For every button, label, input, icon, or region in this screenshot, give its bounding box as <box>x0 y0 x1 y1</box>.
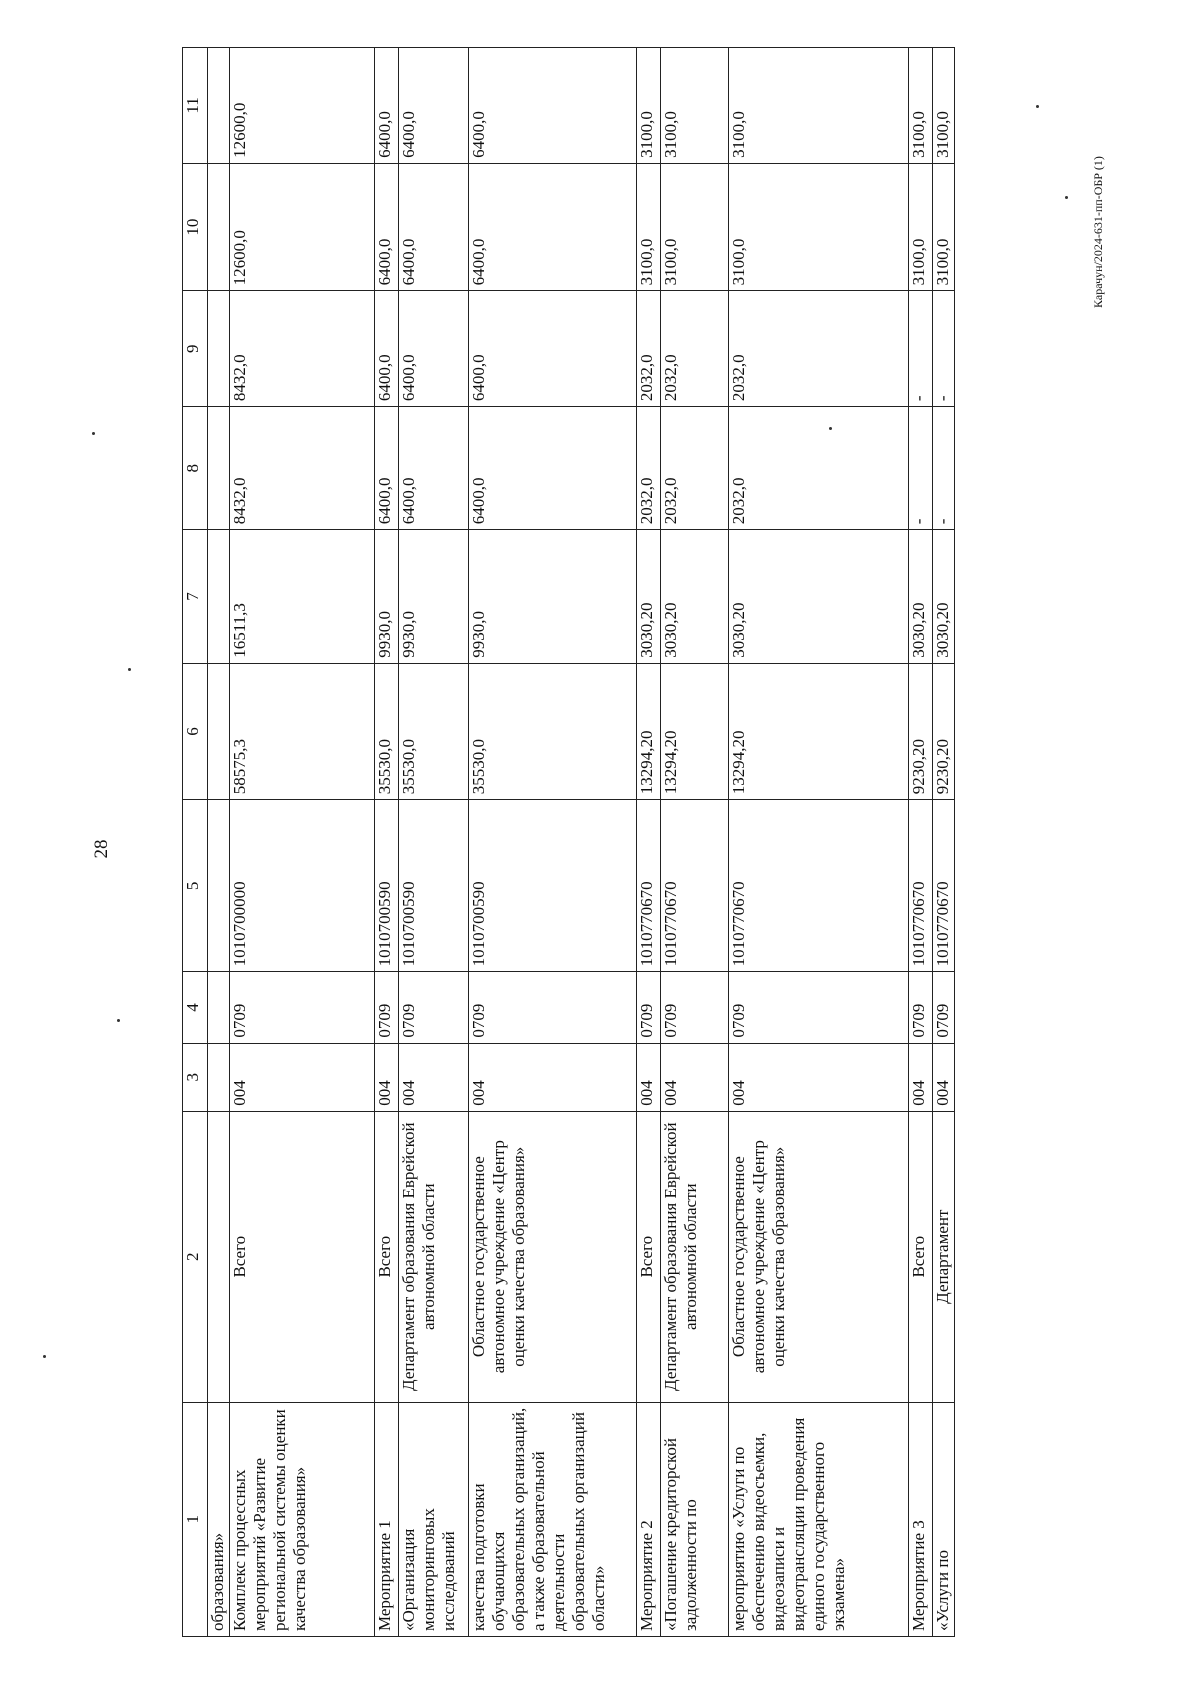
table-cell: 6400,0 <box>469 163 637 291</box>
table-row <box>661 48 729 1637</box>
scan-speck <box>128 668 131 671</box>
column-header: 10 <box>183 163 208 291</box>
table-cell <box>208 1043 230 1111</box>
table-row <box>469 48 637 1637</box>
table-cell: 1010770670 <box>909 800 933 972</box>
table-cell: 1010770670 <box>933 800 955 972</box>
table-cell: 12600,0 <box>230 163 375 291</box>
table-cell: 0709 <box>909 972 933 1043</box>
table-cell: 8432,0 <box>230 291 375 407</box>
table-cell: - <box>909 407 933 530</box>
scan-speck <box>1036 105 1039 108</box>
column-header: 3 <box>183 1043 208 1111</box>
table-cell: 1010700590 <box>469 800 637 972</box>
table-cell: Комплекс процессных мероприятий «Развитие региональной системы оценки качества образования» <box>230 1402 375 1636</box>
table-cell: Всего <box>637 1111 661 1402</box>
table-row <box>909 48 933 1637</box>
table-cell: 3030,20 <box>909 530 933 664</box>
table-cell: Всего <box>909 1111 933 1402</box>
table-cell: Мероприятие 3 <box>909 1402 933 1636</box>
table-cell: 13294,20 <box>729 663 909 799</box>
table-cell: мероприятию «Услуги по обеспечению видеосъемки, видеозаписи и видеотрансляции проведения единого государственного экзамена» <box>729 1402 909 1636</box>
table-cell: «Погашение кредиторской задолженности по <box>661 1402 729 1636</box>
column-header: 4 <box>183 972 208 1043</box>
table-cell: 3030,20 <box>661 530 729 664</box>
table-cell: 2032,0 <box>729 291 909 407</box>
table-cell: 0709 <box>469 972 637 1043</box>
table-row <box>375 48 399 1637</box>
table-cell: 6400,0 <box>469 291 637 407</box>
table-cell: 35530,0 <box>469 663 637 799</box>
table-row <box>637 48 661 1637</box>
table-header-row <box>183 48 208 1637</box>
scan-speck <box>1065 196 1068 199</box>
table-cell: 3100,0 <box>661 48 729 164</box>
table-cell: 3100,0 <box>729 48 909 164</box>
table-cell: 9930,0 <box>375 530 399 664</box>
table-cell: 0709 <box>729 972 909 1043</box>
column-header: 9 <box>183 291 208 407</box>
budget-table <box>182 47 955 1637</box>
table-cell: 16511,3 <box>230 530 375 664</box>
table-row <box>230 48 375 1637</box>
table-cell <box>208 1111 230 1402</box>
table-cell: 1010700000 <box>230 800 375 972</box>
table-cell: 35530,0 <box>399 663 469 799</box>
table-cell: 6400,0 <box>375 163 399 291</box>
table-cell: 13294,20 <box>661 663 729 799</box>
table-cell: 58575,3 <box>230 663 375 799</box>
table-cell: 6400,0 <box>399 48 469 164</box>
table-row <box>399 48 469 1637</box>
table-cell: 12600,0 <box>230 48 375 164</box>
table-cell: 8432,0 <box>230 407 375 530</box>
rotated-table-container <box>182 47 1084 1637</box>
column-header: 5 <box>183 800 208 972</box>
column-header: 2 <box>183 1111 208 1402</box>
column-header: 7 <box>183 530 208 664</box>
table-cell: 35530,0 <box>375 663 399 799</box>
table-cell <box>208 800 230 972</box>
table-cell: 004 <box>933 1043 955 1111</box>
table-cell: 6400,0 <box>399 291 469 407</box>
table-cell: 2032,0 <box>661 407 729 530</box>
table-cell: 004 <box>375 1043 399 1111</box>
table-cell: 0709 <box>933 972 955 1043</box>
table-cell: 1010770670 <box>729 800 909 972</box>
column-header: 1 <box>183 1402 208 1636</box>
table-cell: Всего <box>375 1111 399 1402</box>
table-cell: 004 <box>399 1043 469 1111</box>
table-cell: 9930,0 <box>469 530 637 664</box>
column-header: 11 <box>183 48 208 164</box>
table-cell: образования» <box>208 1402 230 1636</box>
table-cell: 3030,20 <box>933 530 955 664</box>
table-cell <box>208 407 230 530</box>
table-cell: 004 <box>469 1043 637 1111</box>
table-cell <box>208 48 230 164</box>
table-cell: 2032,0 <box>637 291 661 407</box>
table-cell: 3100,0 <box>637 48 661 164</box>
table-cell: Областное государственное автономное учреждение «Центр оценки качества образования» <box>469 1111 637 1402</box>
table-cell: Областное государственное автономное учреждение «Центр оценки качества образования» <box>729 1111 909 1402</box>
table-cell: 1010700590 <box>375 800 399 972</box>
table-cell: 1010770670 <box>661 800 729 972</box>
table-cell: 3100,0 <box>909 163 933 291</box>
table-cell: Департамент образования Еврейской автономной области <box>399 1111 469 1402</box>
page-number: 28 <box>91 839 112 859</box>
table-cell: Мероприятие 1 <box>375 1402 399 1636</box>
table-cell <box>208 530 230 664</box>
table-cell: 1010770670 <box>637 800 661 972</box>
table-cell: 004 <box>909 1043 933 1111</box>
table-cell: Департамент образования Еврейской автономной области <box>661 1111 729 1402</box>
table-cell: 9230,20 <box>933 663 955 799</box>
table-cell: 004 <box>637 1043 661 1111</box>
table-cell: 3100,0 <box>729 163 909 291</box>
table-cell: 6400,0 <box>375 48 399 164</box>
table-cell: 2032,0 <box>729 407 909 530</box>
table-cell: 004 <box>230 1043 375 1111</box>
table-cell: 3100,0 <box>661 163 729 291</box>
table-cell: 6400,0 <box>399 163 469 291</box>
table-cell <box>208 663 230 799</box>
table-cell: «Организация мониторинговых исследований <box>399 1402 469 1636</box>
table-cell: 2032,0 <box>661 291 729 407</box>
column-header: 6 <box>183 663 208 799</box>
table-cell: 0709 <box>230 972 375 1043</box>
table-cell: 3100,0 <box>637 163 661 291</box>
table-cell: 9230,20 <box>909 663 933 799</box>
table-cell: 3030,20 <box>637 530 661 664</box>
table-cell: 0709 <box>637 972 661 1043</box>
table-cell: 6400,0 <box>375 291 399 407</box>
table-cell: 13294,20 <box>637 663 661 799</box>
table-cell: 0709 <box>375 972 399 1043</box>
table-cell: 004 <box>661 1043 729 1111</box>
table-cell: Департамент <box>933 1111 955 1402</box>
table-cell: 0709 <box>399 972 469 1043</box>
table-cell: 004 <box>729 1043 909 1111</box>
table-cell: качества подготовки обучающихся образовательных организаций, а также образовательной деятельности образовательных организаций области» <box>469 1402 637 1636</box>
table-cell: 2032,0 <box>637 407 661 530</box>
table-cell: 3100,0 <box>933 48 955 164</box>
table-row <box>208 48 230 1637</box>
table-cell: 3100,0 <box>909 48 933 164</box>
table-cell: 6400,0 <box>469 48 637 164</box>
scan-speck <box>43 1355 46 1358</box>
table-cell: - <box>933 407 955 530</box>
table-cell: 3030,20 <box>729 530 909 664</box>
table-row <box>729 48 909 1637</box>
table-cell: 6400,0 <box>469 407 637 530</box>
table-cell: 9930,0 <box>399 530 469 664</box>
scan-speck <box>829 427 832 430</box>
table-cell: 6400,0 <box>399 407 469 530</box>
table-row <box>933 48 955 1637</box>
footer-document-code: Карачун/2024-631-пп-ОБР (1) <box>1091 156 1105 308</box>
table-cell: 3100,0 <box>933 163 955 291</box>
table-cell <box>208 972 230 1043</box>
table-cell: Всего <box>230 1111 375 1402</box>
column-header: 8 <box>183 407 208 530</box>
table-cell: «Услуги по <box>933 1402 955 1636</box>
table-cell: Мероприятие 2 <box>637 1402 661 1636</box>
table-cell: 0709 <box>661 972 729 1043</box>
table-cell: 6400,0 <box>375 407 399 530</box>
scan-speck <box>117 1019 120 1022</box>
table-cell: - <box>933 291 955 407</box>
scan-speck <box>92 432 95 435</box>
table-cell: - <box>909 291 933 407</box>
table-cell: 1010700590 <box>399 800 469 972</box>
table-cell <box>208 163 230 291</box>
table-cell <box>208 291 230 407</box>
